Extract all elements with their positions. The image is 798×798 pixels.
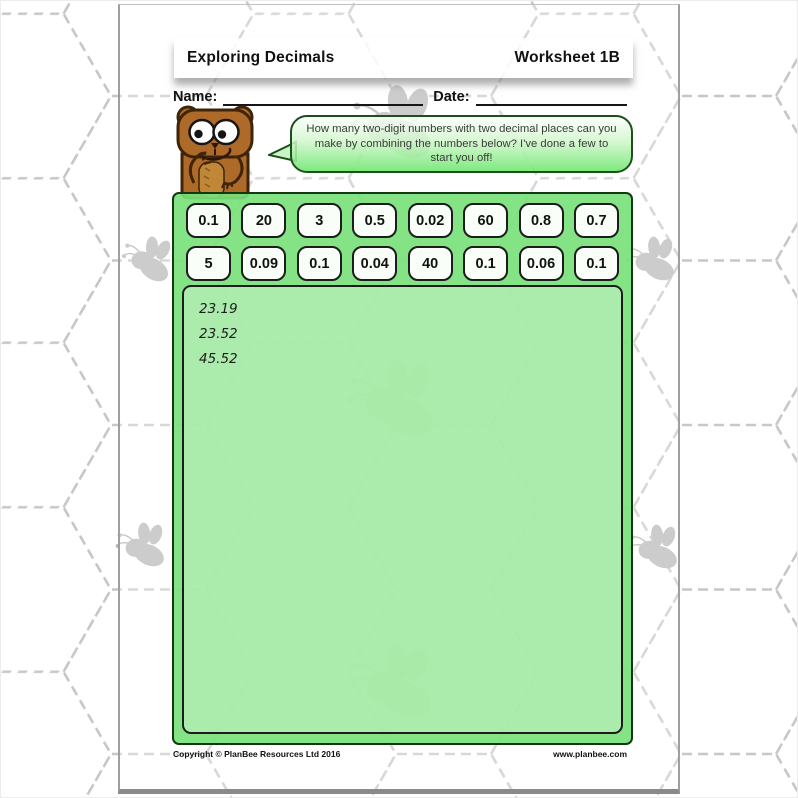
website-text: www.planbee.com: [553, 749, 627, 759]
number-tile: 60: [463, 203, 508, 238]
number-tile: 0.06: [519, 246, 564, 281]
bear-mascot-icon: [172, 104, 260, 200]
number-tile-row-1: [174, 203, 631, 238]
copyright-text: Copyright © PlanBee Resources Ltd 2016: [173, 749, 341, 759]
speech-bubble: [290, 115, 633, 173]
date-label: Date:: [433, 89, 470, 105]
number-tile: 0.04: [352, 246, 397, 281]
answer-entry: 23.19: [199, 301, 238, 317]
speech-bubble-text: How many two-digit numbers with two decimal places can you make by combining the numbers below? I've done a few to start you off!: [306, 122, 617, 165]
number-tile: 5: [186, 246, 231, 281]
number-tile: 0.1: [297, 246, 342, 281]
numbers-panel: [172, 192, 633, 745]
worksheet-page: [118, 4, 680, 794]
worksheet-number: Worksheet 1B: [514, 49, 620, 66]
worksheet-header: [174, 38, 633, 78]
number-tile: 0.1: [463, 246, 508, 281]
number-tile: 0.1: [186, 203, 231, 238]
number-tile: 40: [408, 246, 453, 281]
page-title: Exploring Decimals: [187, 49, 335, 66]
name-label: Name:: [173, 89, 218, 105]
number-tile: 0.5: [352, 203, 397, 238]
number-tile: 0.8: [519, 203, 564, 238]
number-tile: 3: [297, 203, 342, 238]
answer-entry: 23.52: [199, 326, 238, 342]
name-date-row: [173, 83, 627, 106]
number-tile: 0.7: [574, 203, 619, 238]
answer-area: [182, 285, 623, 734]
date-blank-line: [476, 89, 627, 106]
number-tile: 20: [241, 203, 286, 238]
number-tile-row-2: [174, 246, 631, 281]
number-tile: 0.09: [241, 246, 286, 281]
page-footer: [173, 749, 627, 759]
number-tile: 0.1: [574, 246, 619, 281]
number-tile: 0.02: [408, 203, 453, 238]
answer-entry: 45.52: [199, 351, 238, 367]
